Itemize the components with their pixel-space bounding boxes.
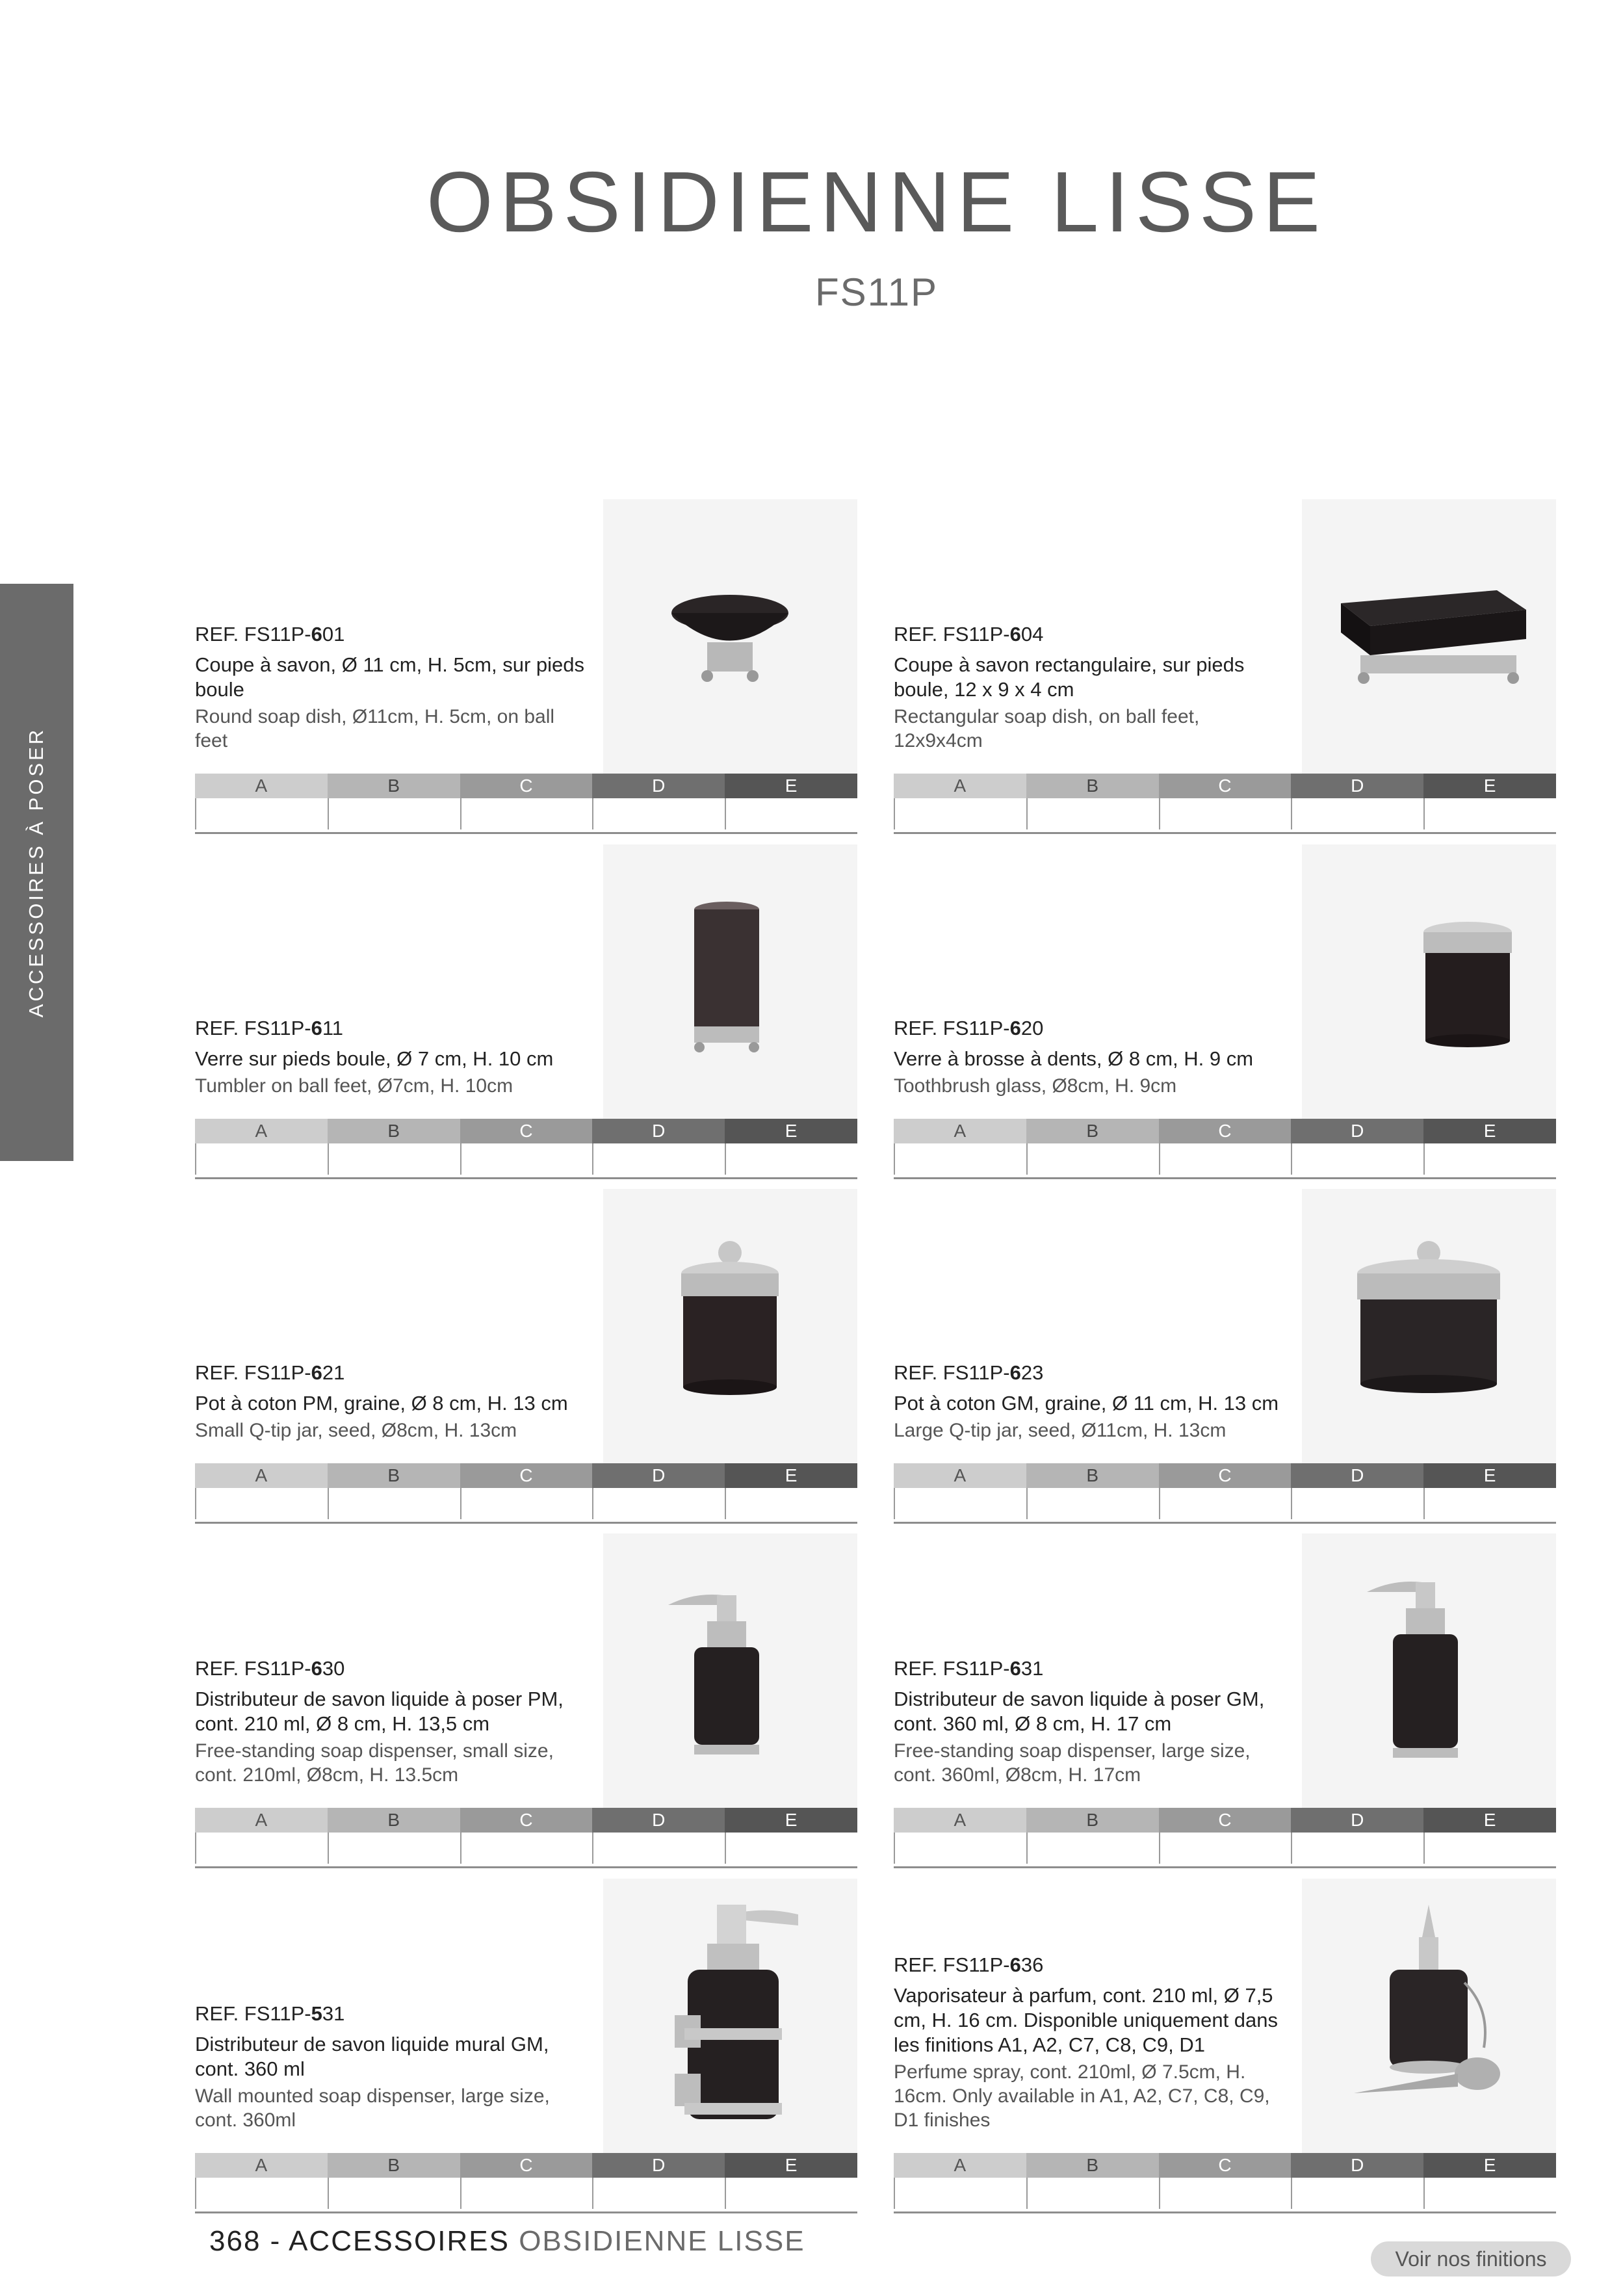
soap-dispenser-large-icon <box>1302 1533 1556 1808</box>
finish-header: E <box>725 1463 857 1488</box>
finish-table <box>894 774 1556 834</box>
finish-header: A <box>195 774 328 798</box>
product-ref: REF. FS11P-620 <box>894 1017 1044 1039</box>
finish-cell <box>1026 1833 1159 1864</box>
product-description-fr: Distributeur de savon liquide à poser GM, cont. 360 ml, Ø 8 cm, H. 17 cm <box>894 1688 1265 1735</box>
finish-cell <box>328 798 460 829</box>
product-ref: REF. FS11P-631 <box>894 1657 1044 1680</box>
finish-table <box>894 1463 1556 1524</box>
finish-header: D <box>592 1119 725 1143</box>
round-soap-dish-icon <box>603 499 857 774</box>
finish-cell <box>592 798 725 829</box>
finish-header: E <box>1423 1119 1556 1143</box>
finish-header: B <box>328 1808 460 1833</box>
side-tab-label: ACCESSOIRES À POSER <box>25 727 47 1018</box>
product-info <box>195 1017 591 1098</box>
product-description-fr: Pot à coton PM, graine, Ø 8 cm, H. 13 cm <box>195 1392 568 1415</box>
finish-header: C <box>460 1119 593 1143</box>
toothbrush-glass-icon <box>1302 844 1556 1119</box>
product-ref: REF. FS11P-611 <box>195 1017 344 1039</box>
finish-header: C <box>1159 1119 1292 1143</box>
product-card <box>894 1879 1556 2217</box>
finish-header: E <box>1423 774 1556 798</box>
product-photo <box>603 499 857 774</box>
finish-cell <box>328 1488 460 1519</box>
product-description-fr: Distributeur de savon liquide à poser PM, cont. 210 ml, Ø 8 cm, H. 13,5 cm <box>195 1688 564 1735</box>
product-description-en: Perfume spray, cont. 210ml, Ø 7.5cm, H. 16cm. Only available in A1, A2, C7, C8, C9, D1 finishes <box>894 2061 1270 2131</box>
product-description-en: Small Q-tip jar, seed, Ø8cm, H. 13cm <box>195 1420 517 1441</box>
finish-cell <box>1159 1143 1292 1175</box>
product-info <box>894 1361 1290 1442</box>
finish-cell <box>1159 1833 1292 1864</box>
finish-header: A <box>894 1119 1026 1143</box>
product-card <box>894 499 1556 837</box>
finish-header: B <box>328 1119 460 1143</box>
finish-cell <box>725 2178 857 2209</box>
finish-cell <box>592 2178 725 2209</box>
finish-cell <box>725 1833 857 1864</box>
finish-header: A <box>195 1463 328 1488</box>
product-info <box>195 2002 591 2132</box>
product-description-fr: Distributeur de savon liquide mural GM, cont. 360 ml <box>195 2033 549 2080</box>
product-ref: REF. FS11P-604 <box>894 623 1044 646</box>
finish-header: C <box>460 1463 593 1488</box>
finish-header: E <box>1423 1463 1556 1488</box>
product-photo <box>603 844 857 1119</box>
finish-cell <box>328 2178 460 2209</box>
product-description-en: Wall mounted soap dispenser, large size, cont. 360ml <box>195 2085 550 2131</box>
product-ref: REF. FS11P-621 <box>195 1361 345 1384</box>
finish-header: B <box>1026 1119 1159 1143</box>
product-photo <box>1302 844 1556 1119</box>
product-description-en: Large Q-tip jar, seed, Ø11cm, H. 13cm <box>894 1420 1227 1441</box>
finish-cell <box>592 1143 725 1175</box>
finish-cell <box>195 1143 328 1175</box>
finish-cell <box>725 1488 857 1519</box>
finish-cell <box>1291 1143 1423 1175</box>
finish-cell <box>592 1833 725 1864</box>
product-card <box>894 1189 1556 1527</box>
finish-cell <box>328 1143 460 1175</box>
voir-finitions-button[interactable]: Voir nos finitions <box>1371 2241 1571 2276</box>
finish-header: E <box>725 774 857 798</box>
product-ref: REF. FS11P-636 <box>894 1953 1044 1976</box>
finish-cell <box>894 2178 1026 2209</box>
finish-cell <box>460 798 593 829</box>
finish-cell <box>460 1488 593 1519</box>
footer-collection: OBSIDIENNE LISSE <box>519 2225 805 2257</box>
product-photo <box>1302 1533 1556 1808</box>
product-ref: REF. FS11P-630 <box>195 1657 345 1680</box>
finish-cell <box>1026 2178 1159 2209</box>
product-photo <box>1302 1189 1556 1463</box>
product-card <box>195 499 857 837</box>
product-description-en: Round soap dish, Ø11cm, H. 5cm, on ball feet <box>195 706 555 751</box>
product-ref: REF. FS11P-623 <box>894 1361 1044 1384</box>
product-description-fr: Pot à coton GM, graine, Ø 11 cm, H. 13 cm <box>894 1392 1279 1415</box>
finish-table <box>894 1119 1556 1179</box>
finish-header: A <box>894 1463 1026 1488</box>
product-photo <box>1302 1879 1556 2153</box>
finish-cell <box>1291 798 1423 829</box>
finish-table <box>195 1463 857 1524</box>
finish-header: D <box>1291 1463 1423 1488</box>
finish-table <box>195 1119 857 1179</box>
finish-header: D <box>1291 2153 1423 2178</box>
product-description-en: Tumbler on ball feet, Ø7cm, H. 10cm <box>195 1075 513 1097</box>
finish-cell <box>460 2178 593 2209</box>
finish-header: B <box>1026 1463 1159 1488</box>
finish-cell <box>1159 1488 1292 1519</box>
finish-header: B <box>328 2153 460 2178</box>
finish-header: E <box>725 2153 857 2178</box>
finish-header: C <box>460 2153 593 2178</box>
finish-header: E <box>1423 2153 1556 2178</box>
product-ref: REF. FS11P-531 <box>195 2002 345 2025</box>
finish-header: D <box>592 774 725 798</box>
large-jar-icon <box>1302 1189 1556 1463</box>
product-photo <box>603 1189 857 1463</box>
finish-table <box>195 1808 857 1868</box>
finish-cell <box>725 798 857 829</box>
finish-header: E <box>1423 1808 1556 1833</box>
finish-header: A <box>894 1808 1026 1833</box>
finish-cell <box>328 1833 460 1864</box>
finish-header: C <box>460 1808 593 1833</box>
finish-table <box>195 774 857 834</box>
finish-cell <box>592 1488 725 1519</box>
perfume-spray-icon <box>1302 1879 1556 2153</box>
finish-header: C <box>1159 774 1292 798</box>
finish-cell <box>195 1833 328 1864</box>
finish-header: B <box>328 1463 460 1488</box>
product-card <box>894 844 1556 1182</box>
finish-cell <box>894 1143 1026 1175</box>
finish-cell <box>195 1488 328 1519</box>
finish-cell <box>1423 1833 1556 1864</box>
finish-header: A <box>894 774 1026 798</box>
finish-table <box>894 1808 1556 1868</box>
finish-cell <box>1026 798 1159 829</box>
finish-cell <box>1423 1488 1556 1519</box>
finish-header: B <box>1026 774 1159 798</box>
product-info <box>195 1361 591 1442</box>
product-description-fr: Coupe à savon, Ø 11 cm, H. 5cm, sur pieds boule <box>195 653 585 701</box>
tumbler-icon <box>603 844 857 1119</box>
product-description-fr: Verre sur pieds boule, Ø 7 cm, H. 10 cm <box>195 1047 554 1070</box>
finish-cell <box>1291 1488 1423 1519</box>
product-description-en: Free-standing soap dispenser, large size, cont. 360ml, Ø8cm, H. 17cm <box>894 1740 1251 1786</box>
page-title: OBSIDIENNE LISSE <box>426 154 1327 250</box>
small-jar-icon <box>603 1189 857 1463</box>
finish-header: A <box>195 2153 328 2178</box>
finish-header: E <box>725 1119 857 1143</box>
product-photo <box>603 1879 857 2153</box>
finish-cell <box>460 1143 593 1175</box>
finish-header: C <box>1159 1463 1292 1488</box>
product-card <box>195 844 857 1182</box>
product-description-en: Free-standing soap dispenser, small size, cont. 210ml, Ø8cm, H. 13.5cm <box>195 1740 554 1786</box>
finish-cell <box>195 2178 328 2209</box>
product-card <box>894 1533 1556 1872</box>
finish-header: B <box>1026 2153 1159 2178</box>
finish-header: C <box>460 774 593 798</box>
product-info <box>894 623 1290 753</box>
finish-cell <box>1423 2178 1556 2209</box>
product-description-fr: Verre à brosse à dents, Ø 8 cm, H. 9 cm <box>894 1047 1254 1070</box>
finish-cell <box>1291 1833 1423 1864</box>
finish-header: B <box>328 774 460 798</box>
product-description-en: Rectangular soap dish, on ball feet, 12x9x4cm <box>894 706 1200 751</box>
product-info <box>195 1657 591 1787</box>
finish-cell <box>1423 1143 1556 1175</box>
finish-cell <box>1026 1488 1159 1519</box>
page-footer <box>209 2225 805 2258</box>
product-ref: REF. FS11P-601 <box>195 623 345 646</box>
soap-dispenser-small-icon <box>603 1533 857 1808</box>
finish-cell <box>195 798 328 829</box>
finish-header: D <box>592 1463 725 1488</box>
finish-header: A <box>894 2153 1026 2178</box>
finish-cell <box>725 1143 857 1175</box>
finish-header: B <box>1026 1808 1159 1833</box>
finish-header: D <box>1291 774 1423 798</box>
finish-cell <box>1423 798 1556 829</box>
finish-header: D <box>1291 1808 1423 1833</box>
product-description-fr: Vaporisateur à parfum, cont. 210 ml, Ø 7,5 cm, H. 16 cm. Disponible uniquement dans les finitions A1, A2, C7, C8, C9, D1 <box>894 1984 1279 2056</box>
finish-cell <box>894 1833 1026 1864</box>
finish-table <box>894 2153 1556 2213</box>
product-description-en: Toothbrush glass, Ø8cm, H. 9cm <box>894 1075 1177 1097</box>
product-card <box>195 1879 857 2217</box>
product-card <box>195 1189 857 1527</box>
footer-page-number: 368 - ACCESSOIRES <box>209 2225 510 2257</box>
product-photo <box>603 1533 857 1808</box>
finish-cell <box>1159 798 1292 829</box>
product-info <box>195 623 591 753</box>
finish-header: A <box>195 1119 328 1143</box>
finish-table <box>195 2153 857 2213</box>
product-info <box>894 1017 1290 1098</box>
finish-cell <box>894 1488 1026 1519</box>
rectangular-soap-dish-icon <box>1302 499 1556 774</box>
finish-header: D <box>592 1808 725 1833</box>
finish-header: D <box>592 2153 725 2178</box>
product-info <box>894 1953 1290 2132</box>
page-subtitle: FS11P <box>815 270 938 314</box>
finish-cell <box>1159 2178 1292 2209</box>
product-info <box>894 1657 1290 1787</box>
finish-header: D <box>1291 1119 1423 1143</box>
finish-header: A <box>195 1808 328 1833</box>
product-description-fr: Coupe à savon rectangulaire, sur pieds boule, 12 x 9 x 4 cm <box>894 653 1245 701</box>
finish-cell <box>1026 1143 1159 1175</box>
finish-cell <box>894 798 1026 829</box>
finish-header: C <box>1159 1808 1292 1833</box>
finish-cell <box>460 1833 593 1864</box>
wall-soap-dispenser-icon <box>603 1879 857 2153</box>
product-card <box>195 1533 857 1872</box>
finish-cell <box>1291 2178 1423 2209</box>
product-photo <box>1302 499 1556 774</box>
finish-header: C <box>1159 2153 1292 2178</box>
finish-header: E <box>725 1808 857 1833</box>
